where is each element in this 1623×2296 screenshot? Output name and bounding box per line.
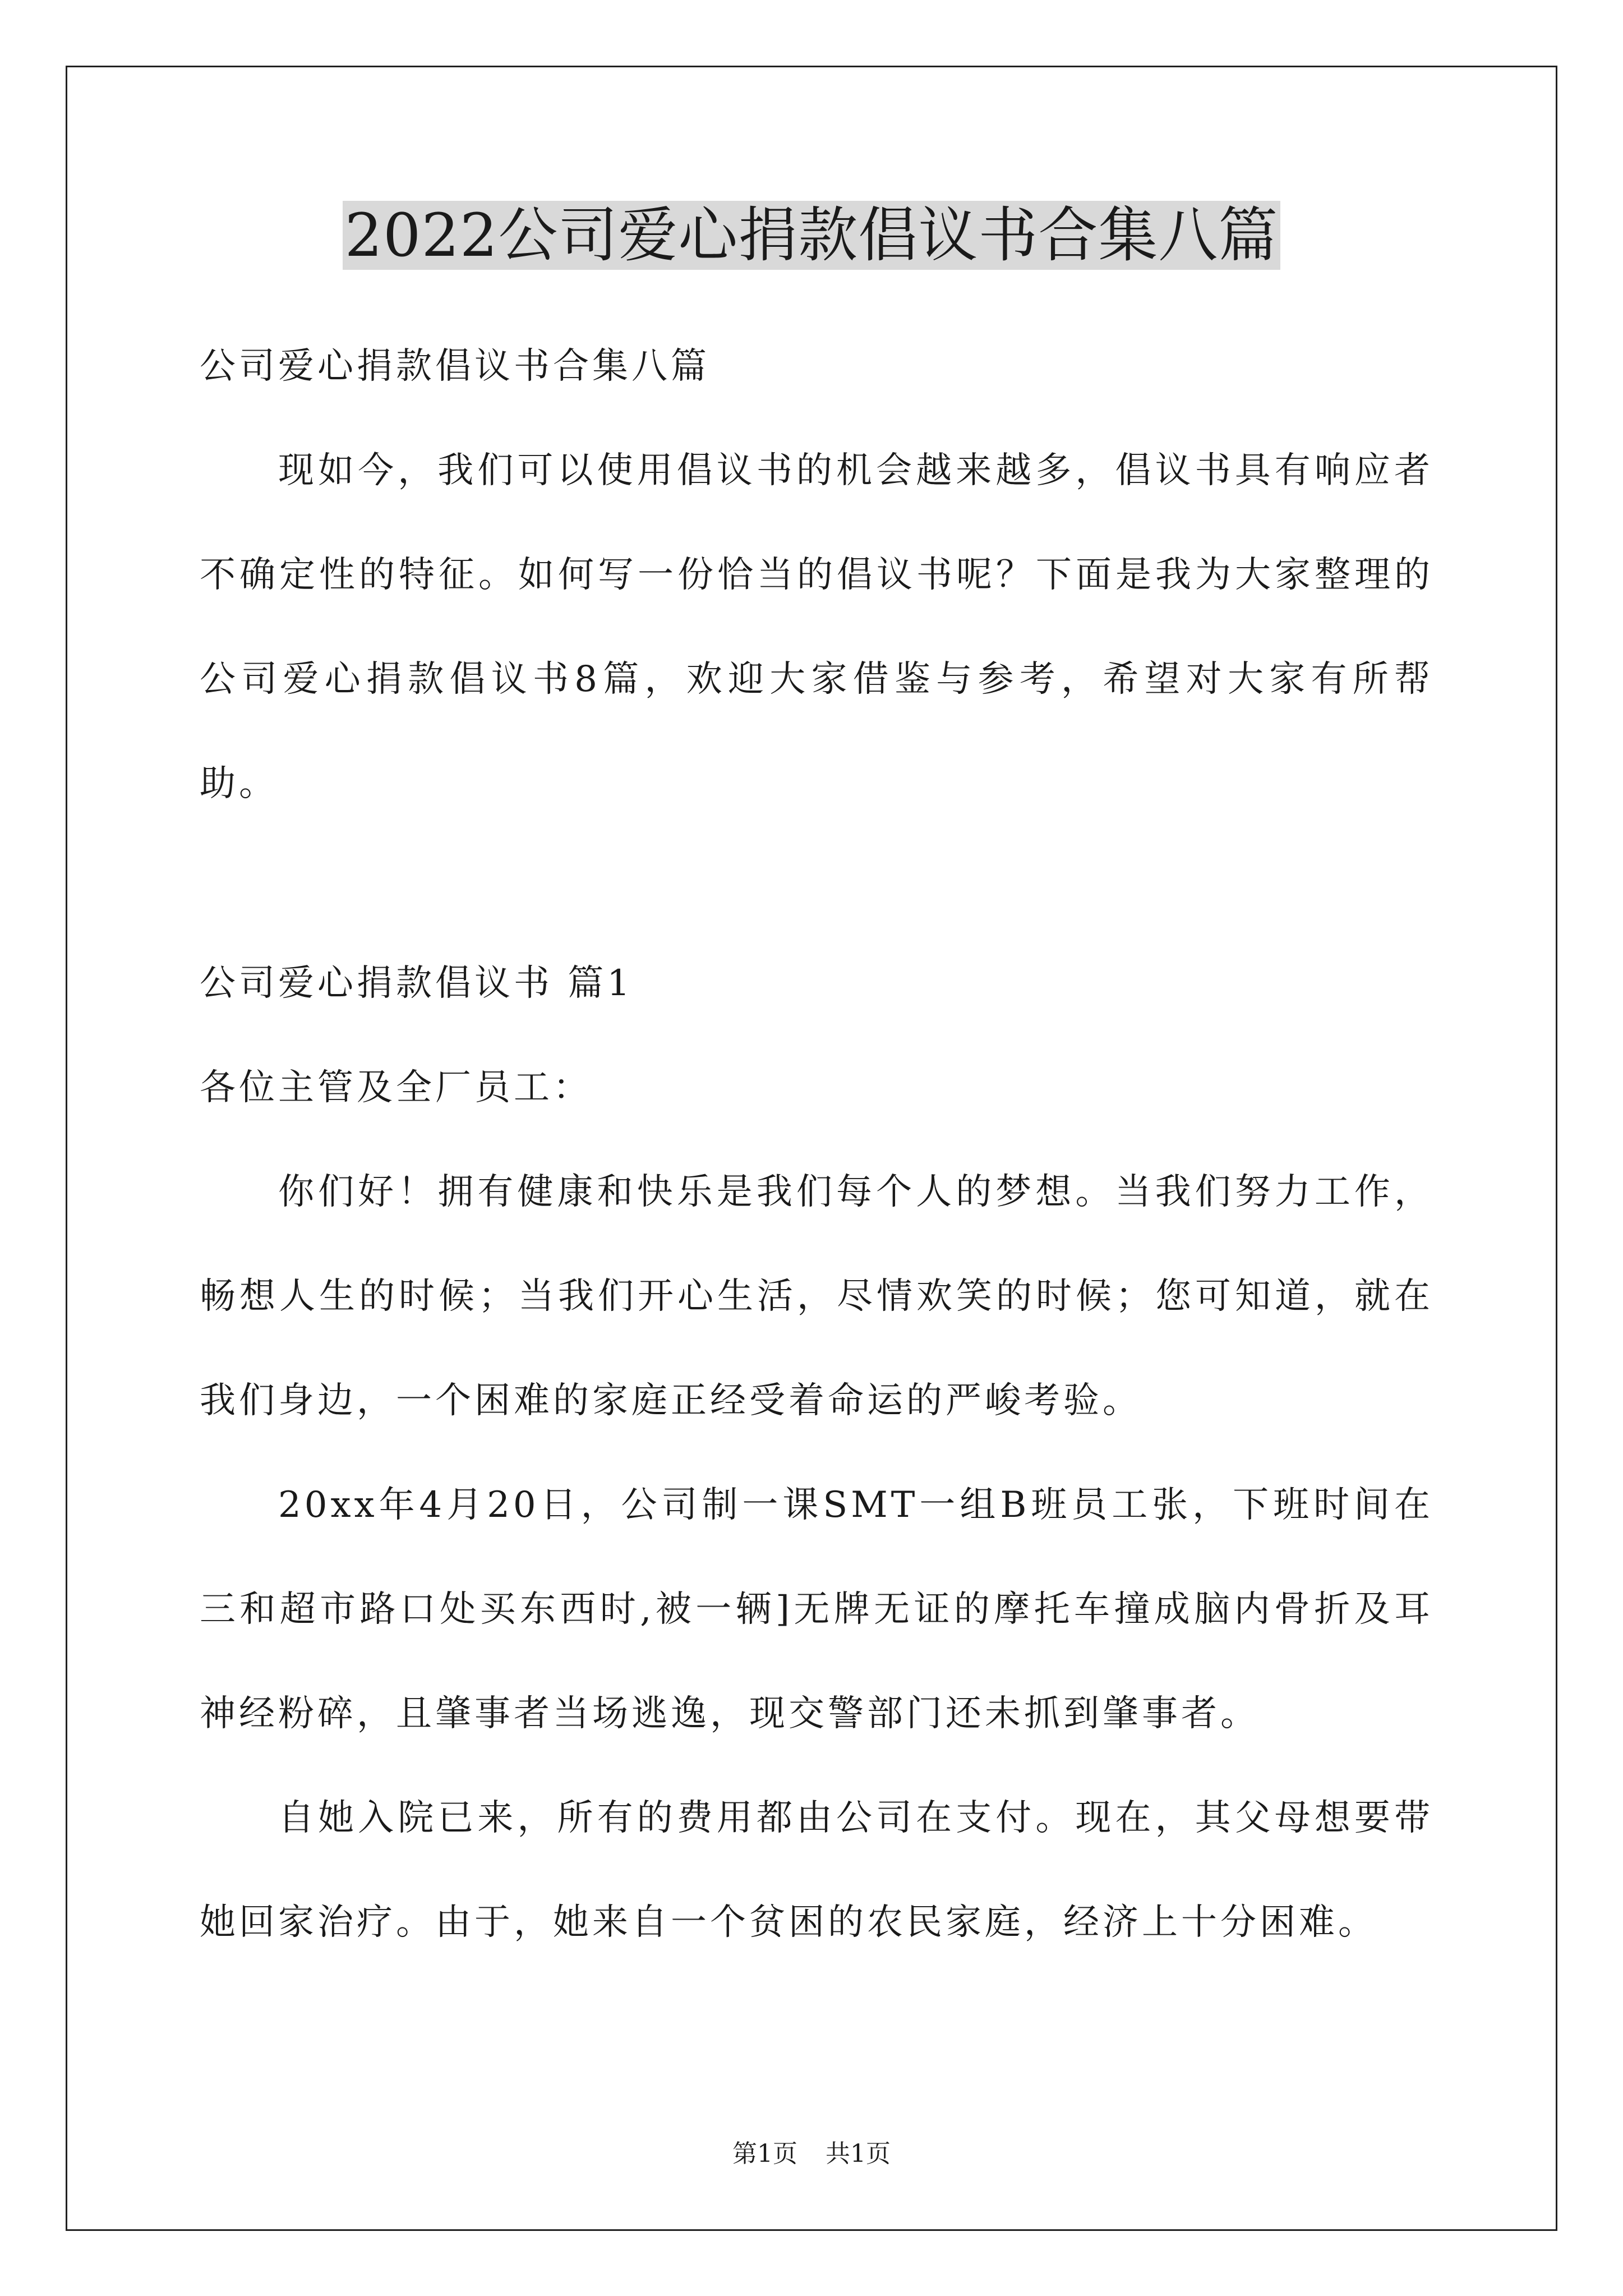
document-subtitle: 公司爱心捐款倡议书合集八篇 xyxy=(200,346,710,387)
salutation: 各位主管及全厂员工： xyxy=(200,1067,592,1108)
page-total: 共1页 xyxy=(826,2139,891,2168)
paragraph: 20xx年4月20日，公司制一课SMT一组B班员工张，下班时间在三和超市路口处买东西时,被一辆]无牌无证的摩托车撞成脑内骨折及耳神经粉碎，且肇事者当场逃逸，现交警部门还未抓到肇事者。 xyxy=(200,1484,1433,1734)
paragraph: 你们好！拥有健康和快乐是我们每个人的梦想。当我们努力工作，畅想人生的时候；当我们开心生活，尽情欢笑的时候；您可知道，就在我们身边，一个困难的家庭正经受着命运的严峻考验。 xyxy=(200,1171,1433,1421)
page-footer xyxy=(0,2137,1623,2171)
page-number: 第1页 xyxy=(732,2139,797,2168)
paragraph: 自她入院已来，所有的费用都由公司在支付。现在，其父母想要带她回家治疗。由于，她来自一个贫困的农民家庭，经济上十分困难。 xyxy=(200,1797,1433,1943)
document-body xyxy=(200,314,1433,1975)
title-text: 2022公司爱心捐款倡议书合集八篇 xyxy=(343,201,1281,270)
intro-paragraph: 现如今，我们可以使用倡议书的机会越来越多，倡议书具有响应者不确定性的特征。如何写一份恰当的倡议书呢？下面是我为大家整理的公司爱心捐款倡议书8篇，欢迎大家借鉴与参考，希望对大家有所帮助。 xyxy=(200,450,1433,804)
section-heading: 公司爱心捐款倡议书 篇1 xyxy=(200,963,634,1004)
document-title xyxy=(0,199,1623,272)
